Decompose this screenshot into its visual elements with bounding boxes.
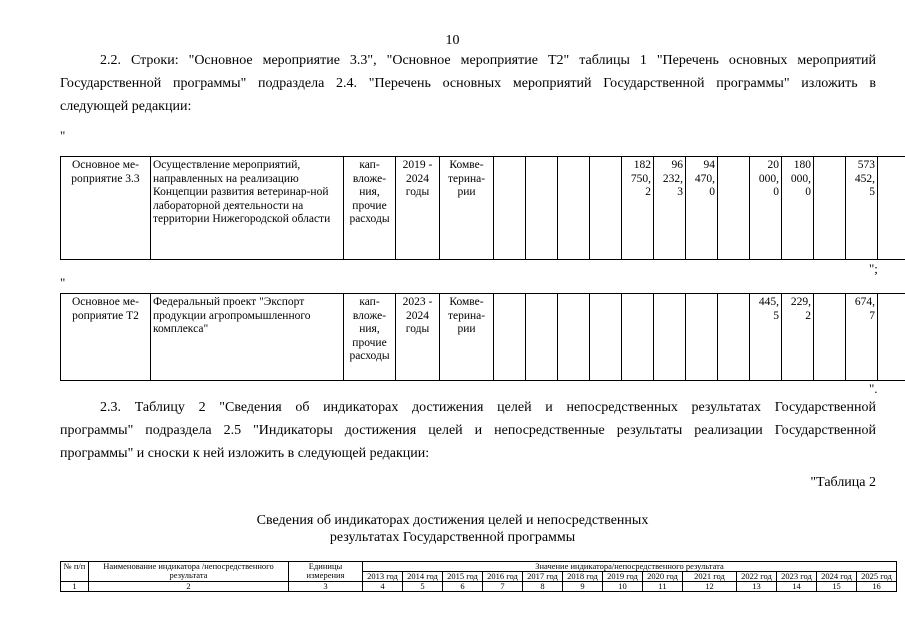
column-number: 14 <box>777 582 817 592</box>
header-year: 2020 год <box>643 572 683 582</box>
header-year: 2016 год <box>483 572 523 582</box>
expense-type: кап-вложе-ния, прочие расходы <box>344 294 396 381</box>
header-year: 2019 год <box>603 572 643 582</box>
column-number: 5 <box>403 582 443 592</box>
empty-cell <box>558 157 590 260</box>
table-caption-line1: Сведения об индикаторах достижения целей и непосредственных <box>256 513 649 528</box>
column-number: 6 <box>443 582 483 592</box>
close-quote-1: "; <box>869 261 878 276</box>
column-number: 1 <box>61 582 89 592</box>
open-quote-2: " <box>60 275 66 290</box>
paragraph-2-2-line3: следующей редакции: <box>60 99 192 114</box>
period: 2019 - 2024 годы <box>396 157 440 260</box>
header-year: 2014 год <box>403 572 443 582</box>
header-unit: Единицы измерения <box>289 562 363 582</box>
column-number: 15 <box>817 582 857 592</box>
header-year: 2013 год <box>363 572 403 582</box>
empty-cell <box>526 157 558 260</box>
event-description: Осуществление мероприятий, направленных на реализацию Концепции развития ветеринар-ной лабораторной деятельности на территории Нижегородской области <box>151 157 344 260</box>
event-name: Основное ме-роприятие Т2 <box>61 294 151 381</box>
value-cell: 96 232, 3 <box>654 157 686 260</box>
value-cell: 180 000, 0 <box>782 157 814 260</box>
empty-cell <box>878 294 905 381</box>
empty-cell <box>814 157 846 260</box>
value-cell: 182 750, 2 <box>622 157 654 260</box>
empty-cell <box>718 294 750 381</box>
header-value: Значение индикатора/непосредственного результата <box>363 562 897 572</box>
event-table-row-3-3 <box>60 156 905 260</box>
event-description: Федеральный проект "Экспорт продукции агропромышленного комплекса" <box>151 294 344 381</box>
column-number: 7 <box>483 582 523 592</box>
column-number: 10 <box>603 582 643 592</box>
table-caption-line2: результатах Государственной программы <box>329 530 576 545</box>
column-number: 8 <box>523 582 563 592</box>
paragraph-2-3-line1: 2.3. Таблицу 2 "Сведения об индикаторах достижения целей и непосредственных результатах Государственной <box>100 400 876 415</box>
column-number: 2 <box>89 582 289 592</box>
empty-cell <box>558 294 590 381</box>
event-table-row-t2 <box>60 293 905 381</box>
value-cell: 94 470, 0 <box>686 157 718 260</box>
column-number: 13 <box>737 582 777 592</box>
column-number: 9 <box>563 582 603 592</box>
column-number: 4 <box>363 582 403 592</box>
header-num: № п/п <box>61 562 89 582</box>
period: 2023 - 2024 годы <box>396 294 440 381</box>
header-indicator-name: Наименование индикатора /непосредственного результата <box>89 562 289 582</box>
empty-cell <box>718 157 750 260</box>
empty-cell <box>590 157 622 260</box>
expense-type: кап-вложе-ния, прочие расходы <box>344 157 396 260</box>
empty-cell <box>878 157 905 260</box>
paragraph-2-2-line2: Государственной программы" подраздела 2.4. "Перечень основных мероприятий Государственной программы" изложить в <box>60 76 876 91</box>
empty-cell <box>526 294 558 381</box>
empty-cell <box>654 294 686 381</box>
total-cell: 674, 7 <box>846 294 878 381</box>
header-year: 2023 год <box>777 572 817 582</box>
empty-cell <box>494 157 526 260</box>
empty-cell <box>814 294 846 381</box>
paragraph-2-3 <box>60 396 876 465</box>
column-number: 3 <box>289 582 363 592</box>
column-number: 11 <box>643 582 683 592</box>
column-number: 16 <box>857 582 897 592</box>
paragraph-2-2-line1: 2.2. Строки: "Основное мероприятие 3.3", "Основное мероприятие Т2" таблицы 1 "Перечень основных мероприятий <box>100 53 876 68</box>
header-year: 2025 год <box>857 572 897 582</box>
header-year: 2018 год <box>563 572 603 582</box>
table-label: "Таблица 2 <box>810 475 876 490</box>
paragraph-2-3-line2: программы" подраздела 2.5 "Индикаторы достижения целей и непосредственные результаты реализации Государственной <box>60 423 876 438</box>
executor: Комве-терина-рии <box>440 294 494 381</box>
table-caption <box>0 512 905 546</box>
paragraph-2-2 <box>60 49 876 118</box>
header-year: 2022 год <box>737 572 777 582</box>
paragraph-2-3-line3: программы" и сноски к ней изложить в следующей редакции: <box>60 446 430 461</box>
column-number: 12 <box>683 582 737 592</box>
value-cell: 20 000, 0 <box>750 157 782 260</box>
open-quote-1: " <box>60 128 66 143</box>
indicators-table <box>60 561 897 592</box>
total-cell: 573 452, 5 <box>846 157 878 260</box>
empty-cell <box>686 294 718 381</box>
header-year: 2015 год <box>443 572 483 582</box>
empty-cell <box>590 294 622 381</box>
value-cell: 445, 5 <box>750 294 782 381</box>
header-year: 2021 год <box>683 572 737 582</box>
page-number: 10 <box>445 33 460 48</box>
empty-cell <box>622 294 654 381</box>
close-quote-2: ". <box>869 381 878 396</box>
header-year: 2024 год <box>817 572 857 582</box>
executor: Комве-терина-рии <box>440 157 494 260</box>
empty-cell <box>494 294 526 381</box>
value-cell: 229, 2 <box>782 294 814 381</box>
event-name: Основное ме-роприятие 3.3 <box>61 157 151 260</box>
header-year: 2017 год <box>523 572 563 582</box>
